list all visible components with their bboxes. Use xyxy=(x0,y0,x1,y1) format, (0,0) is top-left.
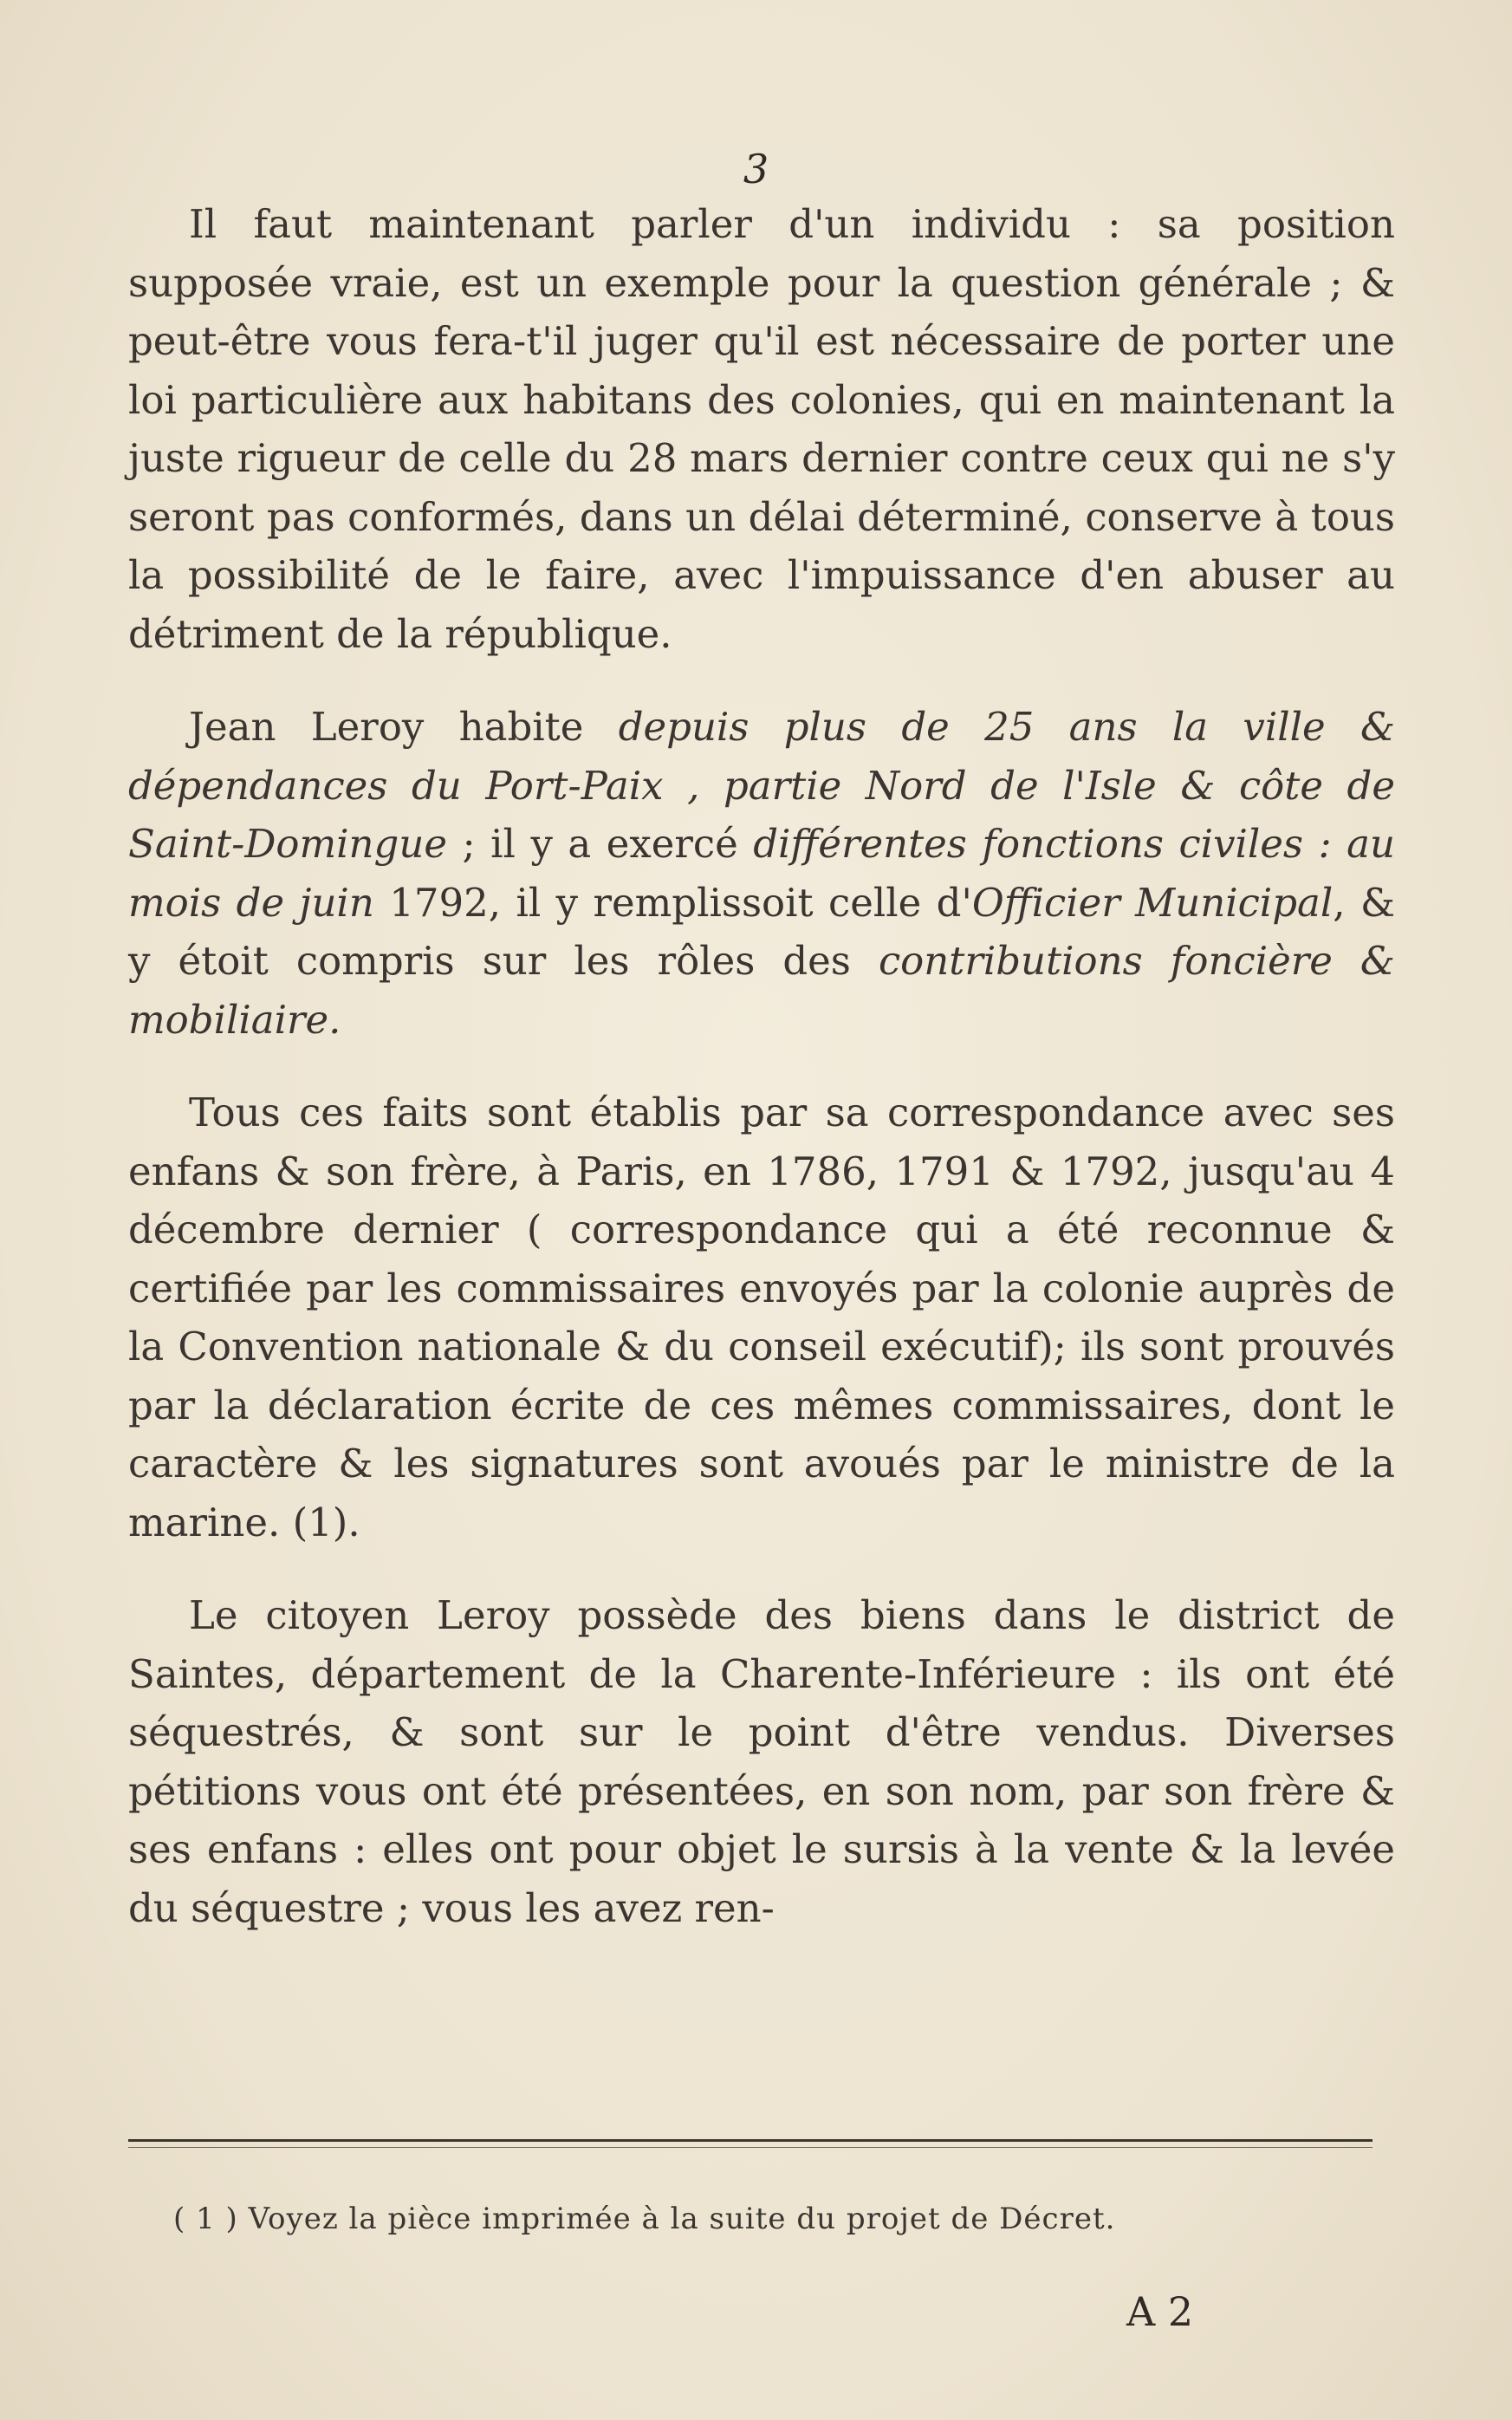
italic-segment: contributions foncière & mobiliaire. xyxy=(128,938,1395,1043)
footnote-rule xyxy=(128,2139,1372,2142)
body-text xyxy=(128,195,1395,1972)
text-segment: ; il y a exercé xyxy=(446,821,754,867)
footnote-rule-thin xyxy=(128,2147,1372,2148)
footnote: ( 1 ) Voyez la pièce imprimée à la suite du projet de Décret. xyxy=(173,2202,1116,2236)
signature-mark: A 2 xyxy=(1126,2288,1194,2335)
page-number: 3 xyxy=(743,146,769,192)
paragraph xyxy=(128,698,1395,1049)
italic-segment: Officier Municipal xyxy=(971,879,1334,926)
italic-segment: depuis plus de 25 ans la ville & dépendances du Port-Paix , partie Nord de l'Isle & côte de Saint-Domingue xyxy=(128,704,1396,867)
text-segment: Le citoyen Leroy possède des biens dans le district de Saintes, département de la Charente-Inférieure : ils ont été séquestrés, & sont sur le point d'être vendus. Diverses pétitions vous ont été présentées, en son nom, par son frère & ses enfans : elles ont pour objet le sursis à la vente & la levée du séquestre ; vous les avez ren- xyxy=(128,1592,1395,1931)
paragraph xyxy=(128,195,1395,663)
text-segment: Jean Leroy habite xyxy=(189,704,619,750)
text-segment: 1792, il y remplissoit celle d' xyxy=(373,879,972,926)
paragraph xyxy=(128,1586,1395,1937)
text-segment: Il faut maintenant parler d'un individu : sa position supposée vraie, est un exemple pour la question générale ; & peut-être vous fera-t'il juger qu'il est nécessaire de porter une loi particulière aux habitans des colonies, qui en maintenant la juste rigueur de celle du 28 mars dernier contre ceux qui ne s'y seront pas conformés, dans un délai déterminé, conserve à tous la possibilité de le faire, avec l'impuissance d'en abuser au détriment de la république. xyxy=(128,201,1395,657)
text-segment: , & y étoit compris sur les rôles des xyxy=(128,879,1395,984)
paragraph xyxy=(128,1083,1395,1552)
text-segment: Tous ces faits sont établis par sa correspondance avec ses enfans & son frère, à Paris, en 1786, 1791 & 1792, jusqu'au 4 décembre dernier ( correspondance qui a été reconnue & certifiée par les commissaires envoyés par la colonie auprès de la Convention nationale & du conseil exécutif); ils sont prouvés par la déclaration écrite de ces mêmes commissaires, dont le caractère & les signatures sont avoués par le ministre de la marine. (1). xyxy=(128,1090,1395,1545)
italic-segment: différentes fonctions civiles : au mois de juin xyxy=(128,821,1395,926)
